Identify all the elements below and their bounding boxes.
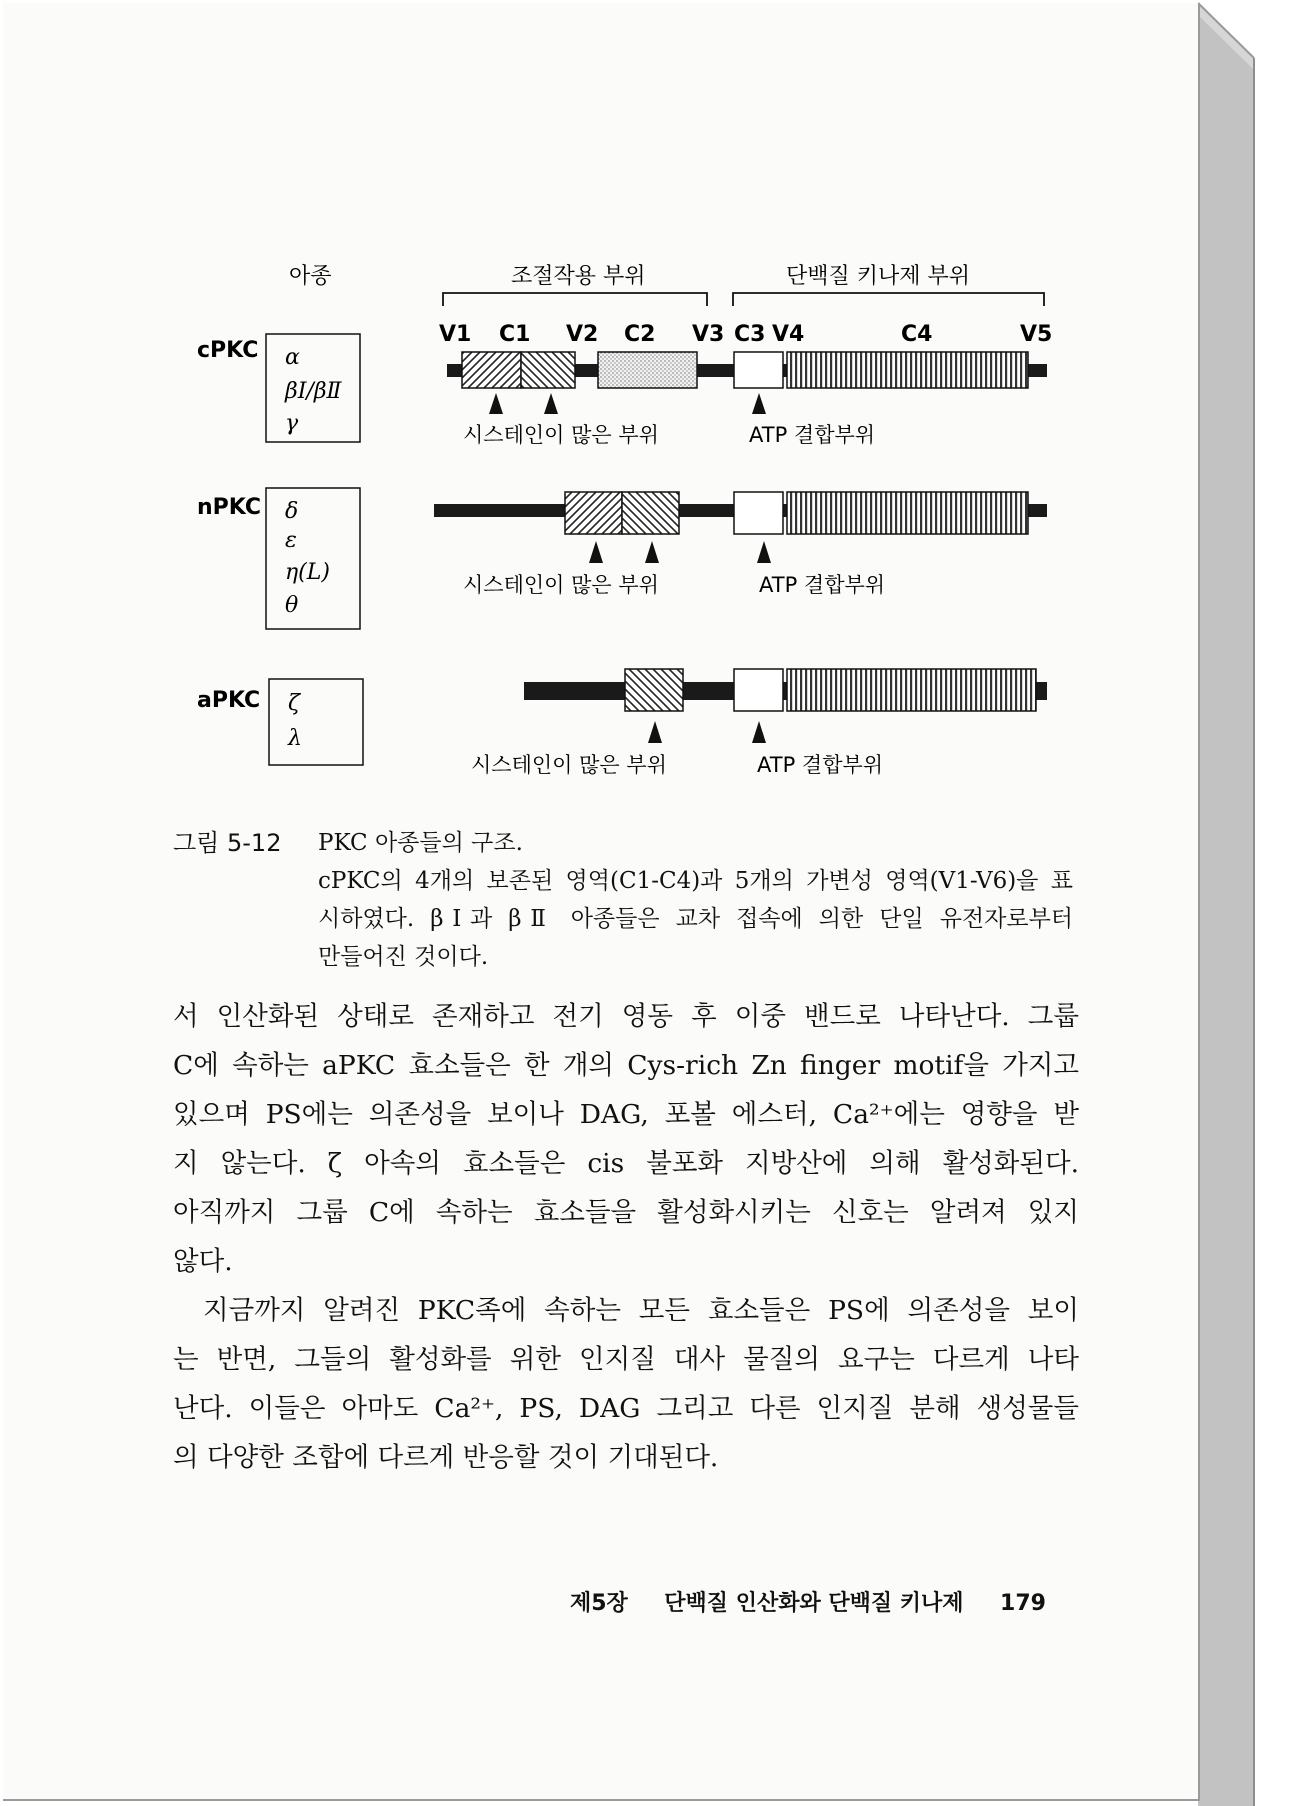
npkc-cys-label: 시스테인이 많은 부위 [463,573,659,597]
isoform-alpha: α [285,345,300,370]
page-number: 179 [1000,1591,1046,1616]
body-p2-line-1: 지금까지 알려진 PKC족에 속하는 모든 효소들은 PS에 의존성을 보이 [203,1295,1079,1326]
body-p1-line-5: 아직까지 그룹 C에 속하는 효소들을 활성화시키는 신호는 알려져 있지 [173,1197,1079,1228]
npkc-c1b [622,492,679,534]
apkc-cys-label: 시스테인이 많은 부위 [471,753,667,777]
isoform-eta: η(L) [285,560,330,585]
header-isoform-label: 아종 [289,264,332,289]
group-name-apkc: aPKC [197,688,261,713]
cpkc-cys-arrow-2 [544,393,558,414]
brace-kinase-label: 단백질 키나제 부위 [786,264,971,289]
apkc-atp-arrow [752,721,766,743]
region-label-c2: C2 [624,322,656,347]
page-footer [570,1586,1046,1617]
npkc-atp-label: ATP 결합부위 [759,573,886,597]
apkc-c3 [734,669,783,711]
region-label-v3: V3 [692,322,725,347]
region-label-v5: V5 [1020,322,1053,347]
group-name-cpkc: cPKC [197,338,259,363]
region-label-v2: V2 [566,322,599,347]
cpkc-c4 [787,352,1028,388]
isoform-delta: δ [285,499,299,524]
brace-regulatory [443,293,707,306]
isoform-box-apkc [269,679,363,765]
npkc-cys-arrow-2 [645,541,659,563]
isoform-beta: βⅠ/βⅡ [285,379,342,404]
npkc-atp-arrow [757,541,771,563]
cpkc-cys-arrow-1 [489,393,503,414]
npkc-c3 [734,492,783,534]
apkc-c1 [625,669,683,711]
cpkc-atp-arrow [752,393,766,414]
isoform-theta: θ [285,593,299,618]
isoform-epsilon: ε [285,528,297,553]
body-p2-line-3: 난다. 이들은 아마도 Ca²⁺, PS, DAG 그리고 다른 인지질 분해 생성물들 [173,1393,1079,1424]
isoform-zeta: ζ [288,691,300,716]
caption-title: PKC 아종들의 구조. [318,830,523,856]
brace-regulatory-label: 조절작용 부위 [511,264,646,289]
body-p2-line-2: 는 반면, 그들의 활성화를 위한 인지질 대사 물질의 요구는 다르게 나타 [173,1344,1079,1375]
region-label-c3: C3 [734,322,766,347]
footer-title: 단백질 인산화와 단백질 키나제 [664,1591,964,1616]
body-p2-line-4: 의 다양한 조합에 다르게 반응할 것이 기대된다. [173,1442,719,1473]
region-label-v1: V1 [439,322,472,347]
isoform-gamma: γ [285,411,299,436]
region-label-c4: C4 [901,322,933,347]
npkc-cys-arrow-1 [589,541,603,563]
caption-number: 그림 5-12 [173,829,282,857]
isoform-lambda: λ [288,726,302,751]
cpkc-cys-label: 시스테인이 많은 부위 [463,423,659,447]
group-name-npkc: nPKC [197,495,261,520]
caption-title-line [173,824,1073,862]
apkc-c4 [787,669,1036,711]
caption-line-3: 만들어진 것이다. [318,944,489,970]
body-p1-line-2: C에 속하는 aPKC 효소들은 한 개의 Cys-rich Zn finger motif을 가지고 [173,1050,1079,1081]
npkc-c4 [787,492,1028,534]
body-p1-line-1: 서 인산화된 상태로 존재하고 전기 영동 후 이중 밴드로 나타난다. 그룹 [173,1001,1079,1032]
region-label-v4: V4 [772,322,805,347]
apkc-atp-label: ATP 결합부위 [757,753,884,777]
figure-caption [173,824,1073,976]
cpkc-c3 [734,352,783,388]
apkc-cys-arrow [648,721,662,743]
caption-line-1: cPKC의 4개의 보존된 영역(C1-C4)과 5개의 가변성 영역(V1-V6)을 표 [318,868,1073,894]
cpkc-c2 [598,352,697,388]
caption-line-2: 시하였다. βⅠ과 βⅡ 아종들은 교차 접속에 의한 단일 유전자로부터 [318,906,1073,932]
footer-chapter: 제5장 [570,1591,628,1616]
isoform-box-npkc [266,488,360,629]
body-p1-line-4: 지 않는다. ζ 아속의 효소들은 cis 불포화 지방산에 의해 활성화된다. [173,1148,1079,1179]
body-text [173,992,1079,1482]
cpkc-c1a [462,352,521,388]
cpkc-c1b [521,352,575,388]
cpkc-atp-label: ATP 결합부위 [749,423,876,447]
body-p1-line-6: 않다. [173,1246,233,1277]
brace-kinase [733,293,1044,306]
body-p1-line-3: 있으며 PS에는 의존성을 보이나 DAG, 포볼 에스터, Ca²⁺에는 영향을 받 [173,1099,1079,1130]
region-label-c1: C1 [499,322,531,347]
npkc-c1a [565,492,622,534]
